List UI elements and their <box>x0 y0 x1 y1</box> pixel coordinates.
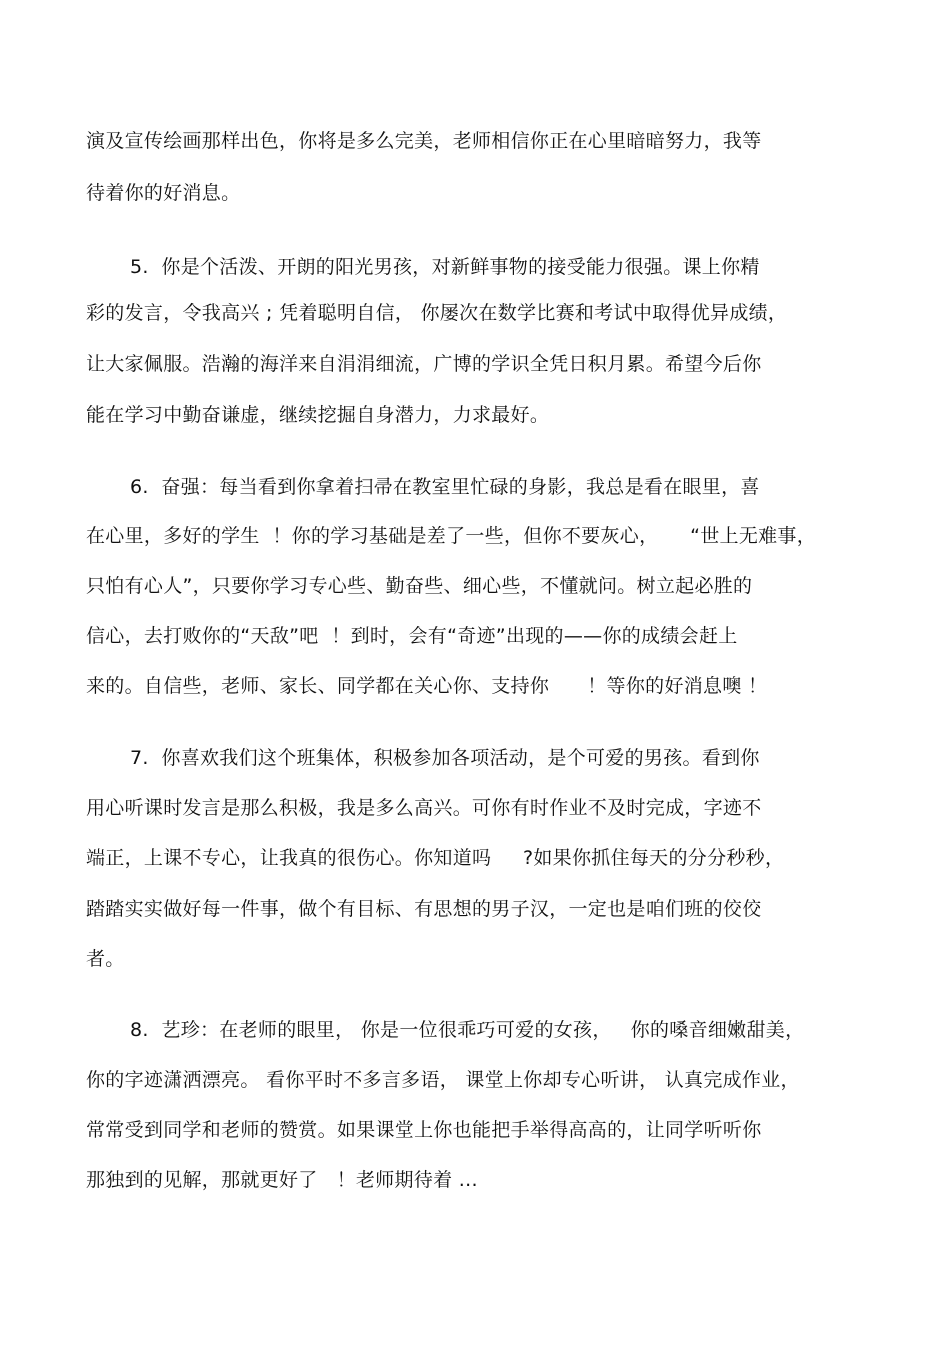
text-line: 待着你的好消息。 <box>86 182 241 204</box>
text-line: 常常受到同学和老师的赞赏。如果课堂上你也能把手举得高高的，让同学听听你 <box>86 1119 762 1141</box>
text-line: 彩的发言，令我高兴 ; 凭着聪明自信， 你屡次在数学比赛和考试中取得优异成绩， <box>86 302 788 324</box>
text-line: 那独到的见解，那就更好了 ！老师期待着 ... <box>86 1169 478 1191</box>
text-line: 来的。自信些，老师、家长、同学都在关心你、支持你 ！等你的好消息噢 ！ <box>86 675 768 697</box>
text-line: 者。 <box>86 948 125 970</box>
text-line: 在心里，多好的学生 ！你的学习基础是差了一些，但你不要灰心， “世上无难事， <box>86 525 817 547</box>
text-line: 只怕有心人”，只要你学习专心些、勤奋些、细心些，不懂就问。树立起必胜的 <box>86 575 753 597</box>
text-line: 5. 你是个活泼、开朗的阳光男孩，对新鲜事物的接受能力很强。课上你精 <box>130 256 760 278</box>
text-line: 用心听课时发言是那么积极，我是多么高兴。可你有时作业不及时完成，字迹不 <box>86 797 762 819</box>
text-line: 8. 艺珍：在老师的眼里， 你是一位很乖巧可爱的女孩， 你的嗓音细嫩甜美， <box>130 1019 805 1041</box>
text-line: 能在学习中勤奋谦虚，继续挖掘自身潜力，力求最好。 <box>86 404 550 426</box>
text-line: 让大家佩服。浩瀚的海洋来自涓涓细流，广博的学识全凭日积月累。希望今后你 <box>86 353 762 375</box>
text-line: 6. 奋强：每当看到你拿着扫帚在教室里忙碌的身影，我总是看在眼里，喜 <box>130 476 760 498</box>
text-line: 演及宣传绘画那样出色，你将是多么完美，老师相信你正在心里暗暗努力，我等 <box>86 130 762 152</box>
text-line: 端正，上课不专心，让我真的很伤心。你知道吗 ?如果你抓住每天的分分秒秒， <box>86 847 785 869</box>
text-line: 踏踏实实做好每一件事，做个有目标、有思想的男子汉，一定也是咱们班的佼佼 <box>86 898 762 920</box>
text-line: 你的字迹潇洒漂亮。 看你平时不多言多语， 课堂上你却专心听讲， 认真完成作业， <box>86 1069 800 1091</box>
text-line: 信心，去打败你的“天敌”吧 ！到时，会有“奇迹”出现的——你的成绩会赶上 <box>86 625 738 647</box>
text-line: 7. 你喜欢我们这个班集体，积极参加各项活动，是个可爱的男孩。看到你 <box>130 747 760 769</box>
